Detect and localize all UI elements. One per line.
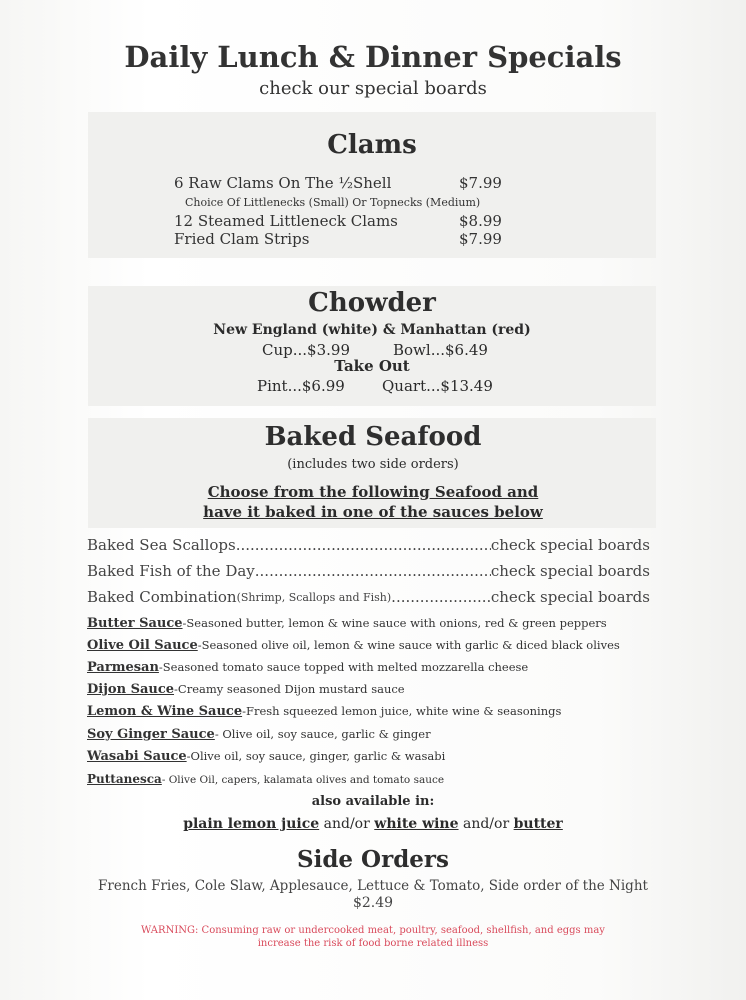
sauce-description: -Seasoned olive oil, lemon & wine sauce with garlic & diced black olives	[197, 638, 620, 652]
option-lemon-juice: plain lemon juice	[183, 816, 320, 832]
page-title: Daily Lunch & Dinner Specials	[124, 40, 622, 74]
sauce-item	[87, 616, 607, 631]
sauce-description: - Olive oil, soy sauce, garlic & ginger	[214, 727, 431, 741]
sauce-description: -Seasoned butter, lemon & wine sauce with onions, red & green peppers	[182, 616, 607, 630]
clams-heading: Clams	[327, 130, 417, 160]
clam-item-name: Fried Clam Strips	[174, 230, 310, 248]
sauce-description: - Olive Oil, capers, kalamata olives and tomato sauce	[161, 774, 445, 786]
leader-dots	[236, 536, 491, 554]
baked-item-name: Baked Combination	[87, 588, 237, 606]
health-warning	[130, 924, 616, 950]
clam-item-price: $7.99	[459, 230, 502, 248]
baked-choose-line: have it baked in one of the sauces below	[203, 503, 543, 521]
leader-dots	[255, 562, 491, 580]
sauce-description: -Olive oil, soy sauce, ginger, garlic & wasabi	[186, 749, 446, 763]
clam-choice-note: Choice Of Littlenecks (Small) Or Topnecks (Medium)	[185, 196, 481, 209]
sauce-name: Lemon & Wine Sauce	[87, 704, 243, 719]
sauce-item	[87, 749, 445, 764]
baked-side-note: (includes two side orders)	[287, 457, 459, 472]
option-white-wine: white wine	[374, 816, 459, 832]
baked-item-price: check special boards	[490, 536, 650, 554]
chowder-section	[88, 286, 656, 406]
side-orders-list: French Fries, Cole Slaw, Applesauce, Lettuce & Tomato, Side order of the Night	[98, 878, 648, 894]
sauce-item	[87, 682, 405, 697]
baked-item-price: check special boards	[490, 562, 650, 580]
clam-item-price: $7.99	[459, 174, 502, 192]
baked-item	[87, 536, 650, 554]
sauce-name: Wasabi Sauce	[87, 749, 187, 764]
sauce-item	[87, 704, 561, 719]
sauce-item	[87, 638, 620, 653]
sauce-description: -Creamy seasoned Dijon mustard sauce	[174, 682, 405, 696]
warning-line: WARNING: Consuming raw or undercooked meat, poultry, seafood, shellfish, and eggs may	[141, 925, 605, 936]
option-butter: butter	[513, 816, 563, 832]
chowder-types: New England (white) & Manhattan (red)	[213, 322, 531, 338]
also-available-label: also available in:	[311, 794, 435, 809]
warning-line: increase the risk of food borne related illness	[257, 938, 489, 949]
sauce-item	[87, 660, 528, 675]
sauce-name: Butter Sauce	[87, 616, 183, 631]
baked-choose-line: Choose from the following Seafood and	[207, 483, 539, 501]
sauce-item	[87, 727, 431, 742]
chowder-quart-price: Quart...$13.49	[382, 377, 493, 395]
sauce-name: Dijon Sauce	[87, 682, 175, 697]
clam-item-name: 6 Raw Clams On The ½Shell	[174, 174, 392, 192]
sauce-description: -Fresh squeezed lemon juice, white wine & seasonings	[242, 704, 562, 718]
sauce-name: Soy Ginger Sauce	[87, 727, 215, 742]
also-available-options	[0, 816, 746, 832]
chowder-cup-price: Cup...$3.99	[262, 341, 350, 359]
option-separator: and/or	[319, 816, 375, 832]
sauce-name: Puttanesca	[87, 772, 162, 786]
clams-section	[88, 112, 656, 258]
side-orders-price: $2.49	[352, 895, 394, 911]
baked-seafood-heading: Baked Seafood	[264, 422, 482, 452]
baked-item-name: Baked Fish of the Day	[87, 562, 255, 580]
sauce-name: Parmesan	[87, 660, 159, 675]
clam-item-name: 12 Steamed Littleneck Clams	[174, 212, 398, 230]
baked-item-detail: (Shrimp, Scallops and Fish)	[236, 591, 392, 604]
sauce-item	[87, 772, 444, 786]
chowder-heading: Chowder	[308, 288, 436, 318]
takeout-heading: Take Out	[334, 357, 410, 375]
chowder-bowl-price: Bowl...$6.49	[393, 341, 488, 359]
option-separator: and/or	[458, 816, 514, 832]
baked-item-name: Baked Sea Scallops	[87, 536, 236, 554]
page-subtitle: check our special boards	[259, 78, 487, 99]
side-orders-heading: Side Orders	[296, 846, 449, 873]
clam-item-price: $8.99	[459, 212, 502, 230]
chowder-pint-price: Pint...$6.99	[257, 377, 345, 395]
leader-dots	[391, 588, 491, 606]
sauce-name: Olive Oil Sauce	[87, 638, 198, 653]
baked-item-price: check special boards	[490, 588, 650, 606]
baked-item	[87, 588, 650, 606]
baked-item	[87, 562, 650, 580]
sauce-description: -Seasoned tomato sauce topped with melted mozzarella cheese	[158, 660, 529, 674]
